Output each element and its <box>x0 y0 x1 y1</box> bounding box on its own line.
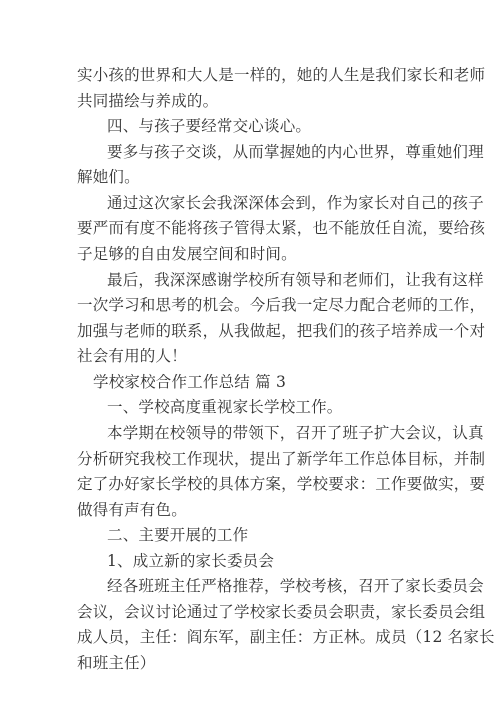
text-line: 共同描绘与养成的。 <box>77 92 219 110</box>
text-line: 要多与孩子交谈，从而掌握她的内心世界，尊重她们理 <box>107 143 484 161</box>
section-heading: 一、学校高度重视家长学校工作。 <box>107 398 343 416</box>
text-line: 子足够的自由发展空间和时间。 <box>77 245 297 263</box>
text-line: 分析研究我校工作现状，提出了新学年工作总体目标，并制 <box>77 450 486 468</box>
text-line: 成人员，主任：阎东军，副主任：方正林。成员（12 名家长 <box>77 628 495 646</box>
text-line: 本学期在校领导的带领下，召开了班子扩大会议，认真 <box>107 424 484 442</box>
section-heading: 二、主要开展的工作 <box>107 526 249 544</box>
text-line: 通过这次家长会我深深体会到，作为家长对自己的孩子 <box>107 194 484 212</box>
text-line: 社会有用的人！ <box>77 347 187 365</box>
text-line: 经各班班主任严格推荐，学校考核，召开了家长委员会 <box>107 577 484 595</box>
text-line: 解她们。 <box>77 168 140 186</box>
section-heading: 四、与孩子要经常交心谈心。 <box>107 117 312 135</box>
text-line: 定了办好家长学校的具体方案，学校要求：工作要做实，要 <box>77 475 486 493</box>
text-line: 要严而有度不能将孩子管得太紧，也不能放任自流，要给孩 <box>77 219 486 237</box>
text-line: 会议，会议讨论通过了学校家长委员会职责，家长委员会组 <box>77 603 486 621</box>
text-line: 最后，我深深感谢学校所有领导和老师们，让我有这样 <box>107 271 484 289</box>
text-line: 做得有声有色。 <box>77 501 187 519</box>
text-line: 和班主任） <box>77 654 156 672</box>
text-line: 实小孩的世界和大人是一样的，她的人生是我们家长和老师 <box>77 66 486 84</box>
document-title: 学校家校合作工作总结 篇 3 <box>93 373 287 391</box>
subsection-heading: 1、成立新的家长委员会 <box>107 552 275 570</box>
text-line: 一次学习和思考的机会。今后我一定尽力配合老师的工作， <box>77 296 486 314</box>
text-line: 加强与老师的联系，从我做起，把我们的孩子培养成一个对 <box>77 322 486 340</box>
